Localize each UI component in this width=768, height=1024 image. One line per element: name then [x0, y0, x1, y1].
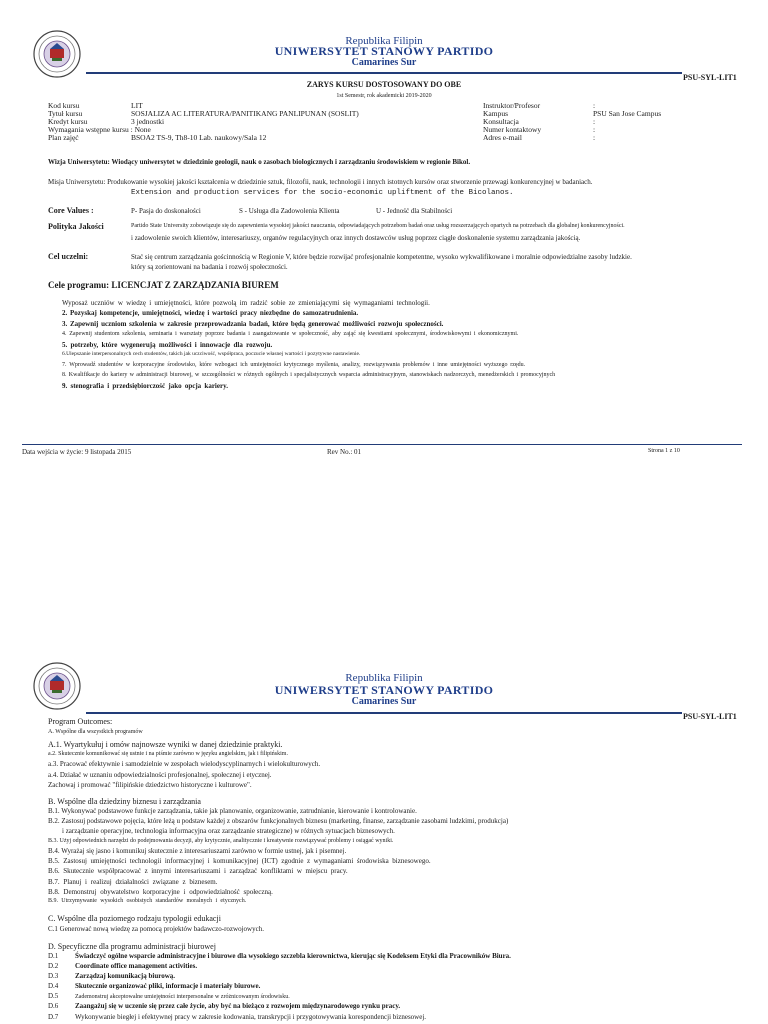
footer-page-number: Strona 1 z 10: [648, 448, 680, 454]
goal-line1: Stać się centrum zarządzania gościnnością w Regionie V, które będzie rozwijać profesjonalnie kompetentne, wysoko wykwalifikowane i moralnie odpowiedzialne zasoby ludzkie.: [131, 253, 632, 261]
doc-title: ZARYS KURSU DOSTOSOWANY DO OBE: [306, 80, 462, 89]
info-label: Plan zajęć: [48, 133, 79, 142]
list-item: [48, 982, 260, 991]
footer-rule: [22, 444, 742, 445]
info-label: Adres e-mail: [483, 133, 522, 142]
info-value: SOSJALIZA AC LITERATURA/PANITIKANG PANLIPUNAN (SOSLIT): [131, 109, 359, 118]
core-value-u: U - Jedność dla Stabilności: [376, 207, 453, 215]
program-outcomes-title: Program Outcomes:: [48, 717, 113, 726]
doc-code: PSU-SYL-LIT1: [683, 73, 737, 82]
list-item: A.1. Wyartykułuj i omów najnowsze wyniki w danej dziedzinie praktyki.: [48, 740, 283, 749]
list-item: B.1. Wykonywać podstawowe funkcje zarządzania, takie jak planowanie, organizowanie, zatrudnianie, kierowanie i kontrolowanie.: [48, 807, 417, 815]
info-label: Kod kursu: [48, 101, 80, 110]
program-objectives-title: Cele programu: LICENCJAT Z ZARZĄDZANIA BIUREM: [48, 280, 279, 290]
list-item: 8. Kwalifikacje do kariery w administracji biurowej, w szczególności w różnych ogólnych i specjalistycznych wsparcia administracyjnym, stanowiskach nadzorczych, menedżerskich i promocyjnych: [62, 372, 556, 378]
list-item: B.6. Skutecznie współpracować z innymi interesariuszami i zarządzać konfliktami w miejscu pracy.: [48, 867, 348, 875]
core-value-p: P- Pasja do doskonałości: [131, 207, 201, 215]
footer-effective-date: Data wejścia w życie: 9 listopada 2015: [22, 448, 132, 456]
republic-label: Republika Filipin: [345, 672, 423, 684]
list-item: a.2. Skutecznie komunikować się ustnie i na piśmie zarówno w języku angielskim, jak i filipińskim.: [48, 751, 288, 757]
quality-policy-label: Polityka Jakości: [48, 222, 104, 231]
university-name: UNIWERSYTET STANOWY PARTIDO: [274, 683, 494, 697]
list-item: B.5. Zastosuj umiejętności technologii informacyjnej i komunikacyjnej (ICT) zgodnie z wymaganiami środowiska biznesowego.: [48, 857, 431, 865]
list-item: [48, 1002, 400, 1011]
list-item: B.8. Demonstruj obywatelstwo korporacyjne i odpowiedzialność społeczną.: [48, 888, 273, 896]
info-value: PSU San Jose Campus: [593, 109, 662, 118]
quality-policy-line2: i zadowolenie swoich klientów, interesariuszy, organów regulacyjnych oraz innych dostawców usług poprzez ciągłe doskonalenie systemu zarządzania jakością.: [131, 234, 581, 242]
list-item: [48, 952, 511, 961]
info-value: BSOA2 TS-9, Th8-10 Lab. naukowy/Sala 12: [131, 133, 267, 142]
core-values-label: Core Values :: [48, 206, 94, 215]
item-code: D.4: [48, 982, 59, 990]
item-code: D.1: [48, 952, 59, 960]
list-item: B.4. Wyrażaj się jasno i komunikuj skutecznie z interesariuszami zarówno w formie ustnej, jak i pisemnej.: [48, 847, 347, 855]
list-item: [48, 972, 175, 981]
list-item: 6.Ulepszanie interpersonalnych cech studentów, takich jak uczciwość, współpraca, poczucie własnej wartości i pozytywne nastawienie.: [62, 351, 361, 357]
list-item: 7. Wprowadź studentów w korporacyjne środowisko, które wzbogaci ich umiejętności krytycznego myślenia, analizy, rozwiązywania problemów i inne umiejętności wyższego rzędu.: [62, 362, 526, 368]
section-b-title: B. Wspólne dla dziedziny biznesu i zarządzania: [48, 797, 201, 806]
core-value-s: S - Usługa dla Zadowolenia Klienta: [239, 207, 340, 215]
item-code: D.5: [48, 992, 59, 1000]
list-item: 5. potrzeby, które wygenerują możliwości i innowacje dla rozwoju.: [62, 341, 273, 349]
list-item: a.3. Pracować efektywnie i samodzielnie w zespołach wielodyscyplinarnych i wielokulturowych.: [48, 760, 321, 768]
info-label: Instruktor/Profesor: [483, 101, 541, 110]
item-text: Świadczyć ogólne wsparcie administracyjne i biurowe dla wysokiego szczebla kierownictwa, kierując się Kodeksem Etyki dla Pracowników Biura.: [75, 952, 511, 960]
info-label: Kampus: [483, 109, 508, 118]
list-item: 3. Zapewnij uczniom szkolenia w zakresie przeprowadzania badań, które będą generować możliwości rozwoju społeczności.: [62, 320, 444, 328]
list-item: B.3. Użyj odpowiednich narzędzi do podejmowania decyzji, aby krytycznie, analitycznie i kreatywnie rozwiązywać problemy i osiągać wyniki.: [48, 838, 394, 844]
item-code: D.6: [48, 1002, 59, 1010]
list-item: 9. stenografia i przedsiębiorczość jako opcja kariery.: [62, 382, 228, 390]
section-a-title: A. Wspólne dla wszystkich programów: [48, 729, 143, 735]
section-c-title: C. Wspólne dla poziomego rodzaju typologii edukacji: [48, 914, 221, 923]
list-item: Wyposaż uczniów w wiedzę i umiejętności, które pozwolą im radzić sobie ze zmieniającymi się wymaganiami technologii.: [62, 299, 430, 307]
item-text: Zaangażuj się w uczenie się przez całe życie, aby być na bieżąco z rozwojem międzynarodowego rynku pracy.: [75, 1002, 401, 1010]
list-item: [48, 1013, 426, 1022]
list-item: 4. Zapewnij studentom szkolenia, seminaria i warsztaty poprzez badania i zaangażowanie w społeczność, aby zająć się kwestiami społecznymi, środowiskowymi i ekonomicznymi.: [62, 331, 519, 337]
item-code: D.2: [48, 962, 59, 970]
section-d-title: D. Specyficzne dla programu administracji biurowej: [48, 942, 216, 951]
list-item: B.7. Planuj i realizuj działalności związane z biznesem.: [48, 878, 218, 886]
item-text: Wykonywanie biegłej i efektywnej pracy w zakresie kodowania, transkrypcji i przygotowywania korespondencji biznesowej.: [75, 1013, 427, 1021]
mission-extension: Extension and production services for the socio-economic upliftment of the Bicolanos.: [131, 189, 514, 197]
footer-revision: Rev No.: 01: [327, 448, 362, 456]
republic-label: Republika Filipin: [345, 35, 423, 47]
item-text: Zarządzaj komunikacją biurową.: [75, 972, 176, 980]
item-text: Zademonstruj akceptowalne umiejętności interpersonalne w zróżnicowanym środowisku.: [75, 994, 290, 1000]
info-label: Wymagania wstępne kursu : None: [48, 125, 151, 134]
vision-statement: Wizja Uniwersytetu: Wiodący uniwersytet w dziedzinie geologii, nauk o zasobach biologicznych i zarządzaniu środowiskiem w regionie Bikol.: [48, 158, 471, 166]
item-text: Skutecznie organizować pliki, informacje i materiały biurowe.: [75, 982, 261, 990]
goal-line2: który są zorientowani na badania i rozwój społeczności.: [131, 263, 288, 271]
info-label: Konsultacja: [483, 117, 519, 126]
list-item: C.1 Generować nową wiedzę za pomocą projektów badawczo-rozwojowych.: [48, 925, 264, 933]
info-value: :: [593, 125, 596, 134]
university-name: UNIWERSYTET STANOWY PARTIDO: [274, 44, 494, 58]
info-value: :: [593, 133, 596, 142]
list-item: a.4. Działać w uznaniu odpowiedzialności profesjonalnej, społecznej i etycznej.: [48, 771, 272, 779]
info-value: 3 jednostki: [131, 117, 165, 126]
campus-name: Camarines Sur: [351, 57, 417, 68]
semester-label: 1st Semestr, rok akademicki 2019-2020: [336, 93, 432, 99]
list-item: B.2. Zastosuj podstawowe pojęcia, które leżą u podstaw każdej z obszarów funkcjonalnych biznesu (marketing, finanse, zarządzanie zasobami ludzkimi, produkcja): [48, 817, 509, 825]
info-label: Kredyt kursu: [48, 117, 88, 126]
campus-name: Camarines Sur: [351, 696, 417, 707]
item-code: D.7: [48, 1013, 59, 1021]
list-item: i zarządzanie operacyjne, technologia informacyjna oraz zarządzanie strategiczne) w różnych sytuacjach biznesowych.: [62, 827, 395, 835]
goal-label: Cel uczelni:: [48, 252, 89, 261]
list-item: [48, 993, 290, 1001]
item-text: Coordinate office management activities.: [75, 962, 198, 970]
list-item: Zachowaj i promować "filipińskie dziedzictwo historyczne i kulturowe".: [48, 781, 252, 789]
header-rule: [86, 72, 682, 74]
info-value: :: [593, 101, 596, 110]
info-value: LIT: [131, 101, 143, 110]
quality-policy-line1: Partido State University zobowiązuje się do zapewnienia wysokiej jakości nauczania, odpowiadających potrzebom badań oraz usług rozszerzających opartych na potrzebach dla globalnej konkurencyjności.: [131, 223, 625, 229]
list-item: B.9. Utrzymywanie wysokich osobistych standardów moralnych i etycznych.: [48, 898, 247, 904]
doc-code: PSU-SYL-LIT1: [683, 712, 737, 721]
info-label: Tytuł kursu: [48, 109, 83, 118]
mission-statement: Misja Uniwersytetu: Produkowanie wysokiej jakości kształcenia w dziedzinie sztuk, filozofii, nauk, technologii i innych istotnych kursów oraz stworzenie przewagi konkurencyjnej w badaniach.: [48, 178, 593, 186]
header-rule: [86, 712, 682, 714]
list-item: [48, 962, 197, 971]
list-item: 2. Pozyskaj kompetencje, umiejętności, wiedzę i wartości pracy niezbędne do samozatrudnienia.: [62, 309, 359, 317]
info-value: :: [593, 117, 596, 126]
info-label: Numer kontaktowy: [483, 125, 542, 134]
item-code: D.3: [48, 972, 59, 980]
